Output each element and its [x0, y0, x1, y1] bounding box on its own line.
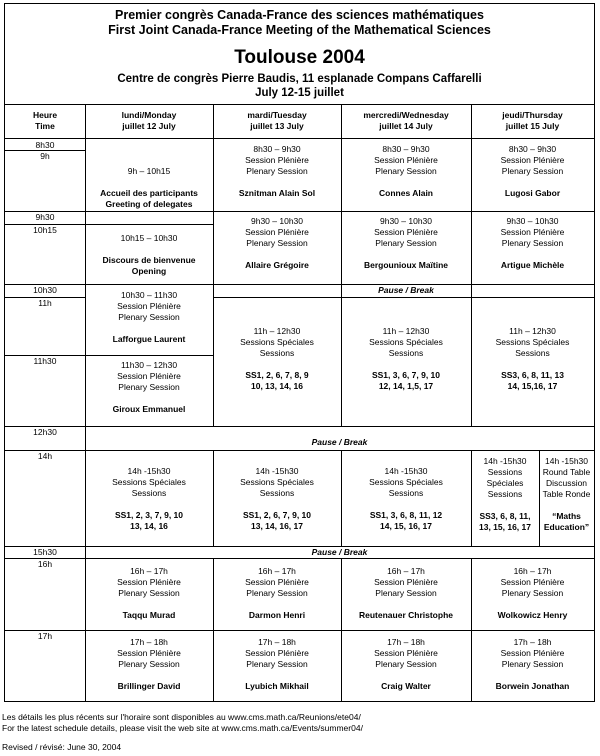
thu-plenary-late	[471, 637, 594, 692]
wed-ss-am-list2: 12, 14, 1,5, 17	[378, 381, 434, 391]
tue-p1-label-fr: Session Plénière	[245, 155, 309, 165]
wed-pm-time: 16h – 17h	[387, 566, 425, 576]
wed-pm-label-en: Plenary Session	[375, 588, 437, 598]
row-rule-1030	[5, 284, 594, 285]
col-header-thursday	[471, 110, 594, 132]
wed-p1-label-fr: Session Plénière	[374, 155, 438, 165]
mon-late-label-en: Plenary Session	[118, 659, 180, 669]
tue-p1-label-en: Plenary Session	[246, 166, 308, 176]
time-0900: 9h	[40, 151, 50, 161]
tue-plenary-late	[213, 637, 341, 692]
thu-rt-title2: Education”	[543, 522, 590, 532]
venue: Centre de congrès Pierre Baudis, 11 esplanade Compans Caffarelli	[117, 73, 482, 85]
time-1100: 11h	[38, 298, 52, 308]
mon-late-label-fr: Session Plénière	[117, 648, 181, 658]
schedule-grid	[5, 104, 594, 701]
time-1530: 15h30	[33, 547, 57, 557]
tue-p2-speaker: Allaire Grégoire	[245, 260, 309, 270]
row-rule-1230	[5, 426, 594, 427]
mon-plenary-2	[85, 360, 213, 415]
col-rule-mon-am	[213, 104, 214, 426]
mon-pm-label-en: Plenary Session	[118, 588, 180, 598]
mon-pl2-time: 11h30 – 12h30	[120, 360, 178, 370]
col-rule-mon-pm	[213, 558, 214, 701]
thu-ss-am-label-fr: Sessions Spéciales	[495, 337, 570, 347]
col-wed-line2: juillet 14 July	[379, 121, 433, 131]
thu-pm-time: 16h – 17h	[513, 566, 552, 576]
col-time-line1: Heure	[32, 110, 58, 120]
thu-p1-time: 8h30 – 9h30	[508, 144, 557, 154]
mon-late-speaker: Brillinger David	[117, 681, 181, 691]
mon-pm-label-fr: Session Plénière	[117, 577, 181, 587]
time-1015: 10h15	[33, 225, 57, 235]
wed-special-pm	[341, 466, 471, 532]
thu-late-label-en: Plenary Session	[501, 659, 564, 669]
wed-plenary-late	[341, 637, 471, 692]
col-rule-wed-am	[471, 104, 472, 426]
mon-ss-label-fr: Sessions Spéciales	[112, 477, 186, 487]
col-header-monday	[85, 110, 213, 132]
mon-welcome-en: Greeting of delegates	[105, 199, 193, 209]
col-header-wednesday	[341, 110, 471, 132]
thu-ss-am-label-en: Sessions	[515, 348, 550, 358]
col-rule-mon-mid	[213, 450, 214, 546]
mon-plenary-1	[85, 290, 213, 345]
tue-late-time: 17h – 18h	[258, 637, 296, 647]
wed-p1-label-en: Plenary Session	[375, 166, 437, 176]
pause-break-afternoon: Pause / Break	[311, 547, 368, 557]
thu-p2-label-fr: Session Plénière	[500, 227, 565, 237]
tue-p2-label-en: Plenary Session	[246, 238, 308, 248]
schedule-header	[5, 4, 594, 105]
tue-plenary-1	[213, 144, 341, 199]
wed-ss-pm-label-fr: Sessions Spéciales	[369, 477, 443, 487]
col-tue-line2: juillet 13 July	[250, 121, 304, 131]
row-rule-1600	[5, 558, 594, 559]
thu-late-time: 17h – 18h	[513, 637, 552, 647]
wed-late-speaker: Craig Walter	[381, 681, 431, 691]
col-wed-line1: mercredi/Wednesday	[363, 110, 449, 120]
col-thu-line1: jeudi/Thursday	[502, 110, 563, 120]
thu-rt-title1: “Maths	[552, 511, 581, 521]
thu-special-pm	[471, 456, 539, 533]
mon-plenary-pm	[85, 566, 213, 621]
mon-pl1-label-en: Plenary Session	[118, 312, 180, 322]
thu-p2-label-en: Plenary Session	[501, 238, 564, 248]
mon-ss-label-en: Sessions	[131, 488, 167, 498]
tue-ss-pm-time: 14h -15h30	[255, 466, 299, 476]
col-rule-time	[85, 104, 86, 701]
wed-ss-pm-time: 14h -15h30	[384, 466, 428, 476]
thu-pm-label-en: Plenary Session	[501, 588, 564, 598]
thu-rt-l1: Round Table	[542, 467, 591, 477]
tue-ss-pm-list1: SS1, 2, 6, 7, 9, 10	[242, 510, 312, 520]
footer-line-en: For the latest schedule details, please visit the web site at www.cms.math.ca/Events/summer04/	[2, 723, 363, 733]
col-mon-line1: lundi/Monday	[121, 110, 177, 120]
wed-late-label-en: Plenary Session	[375, 659, 437, 669]
mon-welcome-fr: Accueil des participants	[100, 188, 198, 198]
col-rule-wed-pm	[471, 558, 472, 701]
wed-p2-speaker: Bergounioux Maïtine	[363, 260, 449, 270]
col-thu-line2: juillet 15 July	[505, 121, 560, 131]
time-1230: 12h30	[33, 427, 57, 437]
col-rule-tue-mid	[341, 450, 342, 546]
tue-ss-am-label-fr: Sessions Spéciales	[240, 337, 314, 347]
wed-ss-am-list1: SS1, 3, 6, 7, 9, 10	[371, 370, 441, 380]
row-rule-1130	[5, 355, 213, 356]
col-rule-wed-mid	[471, 450, 472, 546]
thu-late-speaker: Borwein Jonathan	[495, 681, 570, 691]
wed-ss-am-time: 11h – 12h30	[382, 326, 430, 336]
wed-ss-pm-label-en: Sessions	[388, 488, 424, 498]
thu-rt-l3: Table Ronde	[542, 489, 591, 499]
mon-welcome-time: 9h – 10h15	[127, 166, 171, 176]
thu-round-table	[539, 456, 594, 533]
tue-ss-am-list2: 10, 13, 14, 16	[251, 381, 303, 391]
col-rule-tue-am	[341, 104, 342, 426]
mon-opening-time: 10h15 – 10h30	[120, 233, 178, 243]
thu-ss-pm-list1: SS3, 6, 8, 11,	[479, 511, 531, 521]
col-tue-line1: mardi/Tuesday	[247, 110, 307, 120]
col-time-line2: Time	[35, 121, 55, 131]
col-rule-roundtable	[539, 450, 540, 546]
schedule-frame	[4, 3, 595, 702]
title-en: First Joint Canada-France Meeting of the Mathematical Sciences	[108, 23, 491, 37]
tue-late-label-en: Plenary Session	[246, 659, 308, 669]
row-rule-1100	[213, 297, 594, 298]
mon-pl2-speaker: Giroux Emmanuel	[112, 404, 186, 414]
tue-p2-time: 9h30 – 10h30	[251, 216, 303, 226]
wed-ss-pm-list1: SS1, 3, 6, 8, 11, 12	[369, 510, 443, 520]
wed-late-label-fr: Session Plénière	[374, 648, 438, 658]
mon-pm-time: 16h – 17h	[130, 566, 168, 576]
tue-ss-pm-list2: 13, 14, 16, 17	[251, 521, 303, 531]
tue-ss-am-list1: SS1, 2, 6, 7, 8, 9	[245, 370, 309, 380]
thu-rt-time: 14h -15h30	[544, 456, 588, 466]
time-1700: 17h	[37, 631, 53, 641]
wed-p1-time: 8h30 – 9h30	[382, 144, 430, 154]
wed-plenary-2	[341, 216, 471, 271]
col-mon-line2: juillet 12 July	[122, 121, 176, 131]
mon-pl2-label-fr: Session Plénière	[117, 371, 181, 381]
row-rule-1100-time	[5, 297, 85, 298]
mon-opening	[85, 233, 213, 277]
wed-p2-label-en: Plenary Session	[375, 238, 437, 248]
thu-plenary-pm	[471, 566, 594, 621]
time-1600: 16h	[37, 559, 53, 569]
row-rule-0930	[5, 211, 594, 212]
row-rule-1015	[5, 224, 213, 225]
thu-late-label-fr: Session Plénière	[500, 648, 565, 658]
mon-opening-en: Opening	[131, 266, 167, 276]
mon-plenary-late	[85, 637, 213, 692]
row-rule-1700	[5, 630, 594, 631]
mon-ss-time: 14h -15h30	[127, 466, 171, 476]
city-year: Toulouse 2004	[234, 47, 365, 68]
mon-opening-fr: Discours de bienvenue	[102, 255, 196, 265]
tue-plenary-2	[213, 216, 341, 271]
thu-p2-speaker: Artigue Michèle	[500, 260, 565, 270]
mon-pl1-time: 10h30 – 11h30	[120, 290, 178, 300]
tue-p1-speaker: Sznitman Alain Sol	[238, 188, 316, 198]
thu-ss-am-list1: SS3, 6, 8, 11, 13	[501, 370, 564, 380]
mon-ss-list2: 13, 14, 16	[130, 521, 168, 531]
wed-late-time: 17h – 18h	[387, 637, 425, 647]
thu-ss-am-list2: 14, 15,16, 17	[507, 381, 558, 391]
footer-revised: Revised / révisé: June 30, 2004	[2, 742, 122, 752]
thu-p1-speaker: Lugosi Gabor	[504, 188, 561, 198]
tue-p2-label-fr: Session Plénière	[245, 227, 309, 237]
col-header-time	[5, 110, 85, 132]
pause-break-thu-morning: Pause / Break	[378, 285, 434, 295]
tue-pm-time: 16h – 17h	[258, 566, 296, 576]
time-1130: 11h30	[33, 356, 57, 366]
wed-ss-am-label-en: Sessions	[388, 348, 424, 358]
wed-p2-label-fr: Session Plénière	[374, 227, 438, 237]
thu-pm-label-fr: Session Plénière	[500, 577, 565, 587]
thu-ss-pm-list2: 13, 15, 16, 17	[479, 522, 531, 532]
wed-pm-speaker: Reutenauer Christophe	[359, 610, 453, 620]
mon-pm-speaker: Taqqu Murad	[122, 610, 176, 620]
col-rule-tue-pm	[341, 558, 342, 701]
row-rule-header	[5, 138, 594, 139]
tue-ss-pm-label-en: Sessions	[259, 488, 295, 498]
thu-p2-time: 9h30 – 10h30	[506, 216, 559, 226]
footer-line-fr: Les détails les plus récents sur l'horaire sont disponibles au www.cms.math.ca/Reunions/ete04/	[2, 712, 361, 722]
wed-p1-speaker: Connes Alain	[379, 188, 433, 198]
row-rule-1400	[5, 450, 594, 451]
mon-late-time: 17h – 18h	[130, 637, 168, 647]
mon-welcome	[85, 166, 213, 210]
tue-ss-pm-label-fr: Sessions Spéciales	[240, 477, 314, 487]
wed-ss-pm-list2: 14, 15, 16, 17	[380, 521, 432, 531]
time-1400: 14h	[37, 451, 53, 461]
tue-pm-speaker: Darmon Henri	[248, 610, 306, 620]
mon-pl2-label-en: Plenary Session	[118, 382, 180, 392]
tue-special-am	[213, 326, 341, 392]
thu-pm-speaker: Wolkowicz Henry	[497, 610, 568, 620]
wed-p2-time: 9h30 – 10h30	[380, 216, 432, 226]
mon-pl1-label-fr: Session Plénière	[117, 301, 181, 311]
thu-rt-l2: Discussion	[545, 478, 588, 488]
thu-plenary-2	[471, 216, 594, 271]
pause-break-lunch: Pause / Break	[311, 437, 368, 447]
wed-special-am	[341, 326, 471, 392]
tue-special-pm	[213, 466, 341, 532]
time-0830: 8h30	[35, 140, 55, 150]
tue-late-speaker: Lyubich Mikhail	[245, 681, 309, 691]
time-0930: 9h30	[35, 212, 55, 222]
mon-ss-list1: SS1, 2, 3, 7, 9, 10	[114, 510, 184, 520]
dates: July 12-15 juillet	[255, 87, 344, 99]
tue-ss-am-label-en: Sessions	[259, 348, 295, 358]
tue-ss-am-time: 11h – 12h30	[253, 326, 301, 336]
time-1030: 10h30	[33, 285, 57, 295]
thu-ss-pm-label-en: Sessions	[487, 489, 523, 499]
wed-plenary-pm	[341, 566, 471, 621]
thu-ss-am-time: 11h – 12h30	[509, 326, 556, 336]
wed-ss-am-label-fr: Sessions Spéciales	[369, 337, 443, 347]
thu-special-am	[471, 326, 594, 392]
tue-pm-label-fr: Session Plénière	[245, 577, 309, 587]
tue-plenary-pm	[213, 566, 341, 621]
title-fr: Premier congrès Canada-France des sciences mathématiques	[115, 8, 484, 22]
tue-pm-label-en: Plenary Session	[246, 588, 308, 598]
thu-p1-label-en: Plenary Session	[501, 166, 564, 176]
thu-ss-pm-l1: Sessions	[487, 467, 523, 477]
thu-plenary-1	[471, 144, 594, 199]
mon-special-sessions	[85, 466, 213, 532]
thu-p1-label-fr: Session Plénière	[500, 155, 565, 165]
row-rule-0900	[5, 150, 85, 151]
wed-plenary-1	[341, 144, 471, 199]
thu-ss-pm-l2: Spéciales	[486, 478, 524, 488]
row-rule-1530	[5, 546, 594, 547]
mon-pl1-speaker: Lafforgue Laurent	[112, 334, 186, 344]
wed-pm-label-fr: Session Plénière	[374, 577, 438, 587]
thu-ss-pm-time: 14h -15h30	[483, 456, 527, 466]
tue-p1-time: 8h30 – 9h30	[253, 144, 301, 154]
tue-late-label-fr: Session Plénière	[245, 648, 309, 658]
col-header-tuesday	[213, 110, 341, 132]
